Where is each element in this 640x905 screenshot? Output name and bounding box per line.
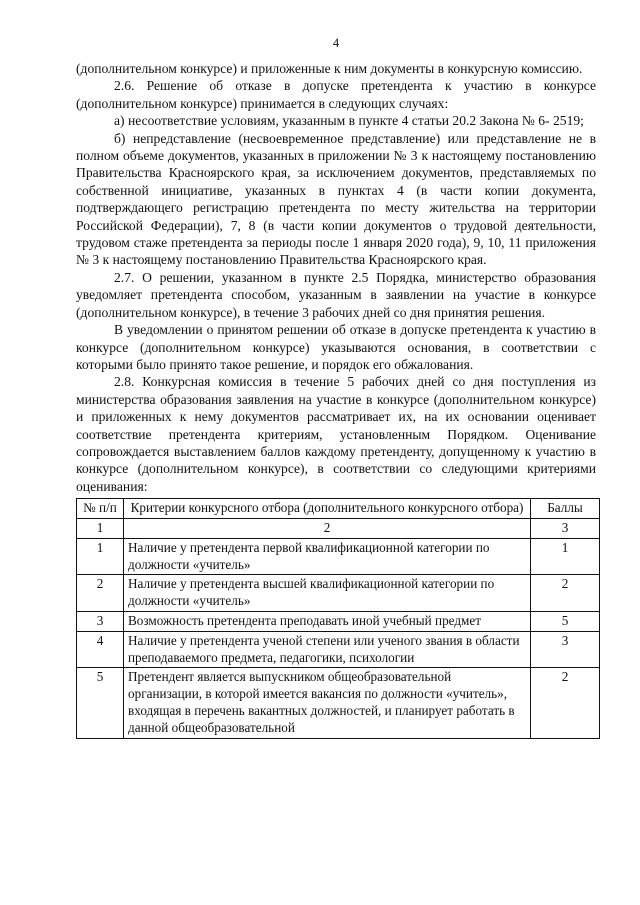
row-num: 2 [77,575,124,612]
header-criterion: Критерии конкурсного отбора (дополнительного конкурсного отбора) [124,499,531,519]
row-num: 4 [77,631,124,668]
index-criterion: 2 [124,518,531,538]
row-score: 3 [531,631,600,668]
paragraph-2-6-b: б) непредставление (несвоевременное представление) или представление не в полном объеме документов, указанных в приложении № 3 к настоящему постановлению Правительства Красноярского края, за исключением документов, представляемых по собственной инициативе, указанных в пунктах 4 (в части копии документа, подтверждающего регистрацию претендента по месту жительства на территории Российской Федерации), 7, 8 (в части копии документов о трудовой деятельности, трудовом стаже претендента за периоды после 1 января 2020 года), 9, 10, 11 приложения № 3 к настоящему постановлению Правительства Красноярского края. [76,130,596,268]
paragraph-continuation: (дополнительном конкурсе) и приложенные к ним документы в конкурсную комиссию. [76,61,583,76]
paragraph-2-7: 2.7. О решении, указанном в пункте 2.5 Порядка, министерство образования уведомляет претендента способом, указанным в заявлении на участие в конкурсе (дополнительном конкурсе), в течение 3 рабочих дней со дня принятия решения. [76,269,596,320]
row-criterion: Наличие у претендента ученой степени или ученого звания в области преподаваемого предмета, педагогики, психологии [124,631,531,668]
paragraph-2-6-a: а) несоответствие условиям, указанным в пункте 4 статьи 20.2 Закона № 6- 2519; [114,113,584,129]
row-score: 2 [531,575,600,612]
document-page [76,36,596,739]
index-num: 1 [77,518,124,538]
row-num: 5 [77,668,124,738]
table-row [77,611,600,631]
index-score: 3 [531,518,600,538]
row-num: 3 [77,611,124,631]
table-row [77,668,600,738]
paragraph-2-6: 2.6. Решение об отказе в допуске претендента к участию в конкурсе (дополнительном конкурсе) принимается в следующих случаях: [76,78,596,111]
paragraph-2-8: 2.8. Конкурсная комиссия в течение 5 рабочих дней со дня поступления из министерства образования заявления на участие в конкурсе (дополнительном конкурсе) и приложенных к нему документов рассматривает их, на их основании оценивает соответствие претендента критериям, установленным Порядком. Оценивание сопровождается выставлением баллов каждому претенденту, допущенному к участию в конкурсе (дополнительном конкурсе), в соответствии со следующими критериями оценивания: [76,374,596,494]
header-score: Баллы [531,499,600,519]
row-score: 2 [531,668,600,738]
page-number: 4 [332,36,340,50]
table-header-row [77,499,600,519]
table-index-row [77,518,600,538]
row-num: 1 [77,538,124,575]
row-criterion: Наличие у претендента первой квалификационной категории по должности «учитель» [124,538,531,575]
table-row [77,575,600,612]
row-score: 5 [531,611,600,631]
table-row [77,631,600,668]
row-score: 1 [531,538,600,575]
row-criterion: Возможность претендента преподавать иной учебный предмет [124,611,531,631]
row-criterion: Наличие у претендента высшей квалификационной категории по должности «учитель» [124,575,531,612]
paragraph-notification: В уведомлении о принятом решении об отказе в допуске претендента к участию в конкурсе (дополнительном конкурсе) указываются основания, в соответствии с которыми было принято такое решение, и порядок его обжалования. [76,322,596,372]
table-row [77,538,600,575]
body-text [76,60,596,495]
header-num: № п/п [77,499,124,519]
row-criterion: Претендент является выпускником общеобразовательной организации, в которой имеется вакансия по должности «учитель», входящая в перечень вакантных должностей, и планирует работать в данной общеобразовательной [124,668,531,738]
criteria-table [76,498,600,738]
